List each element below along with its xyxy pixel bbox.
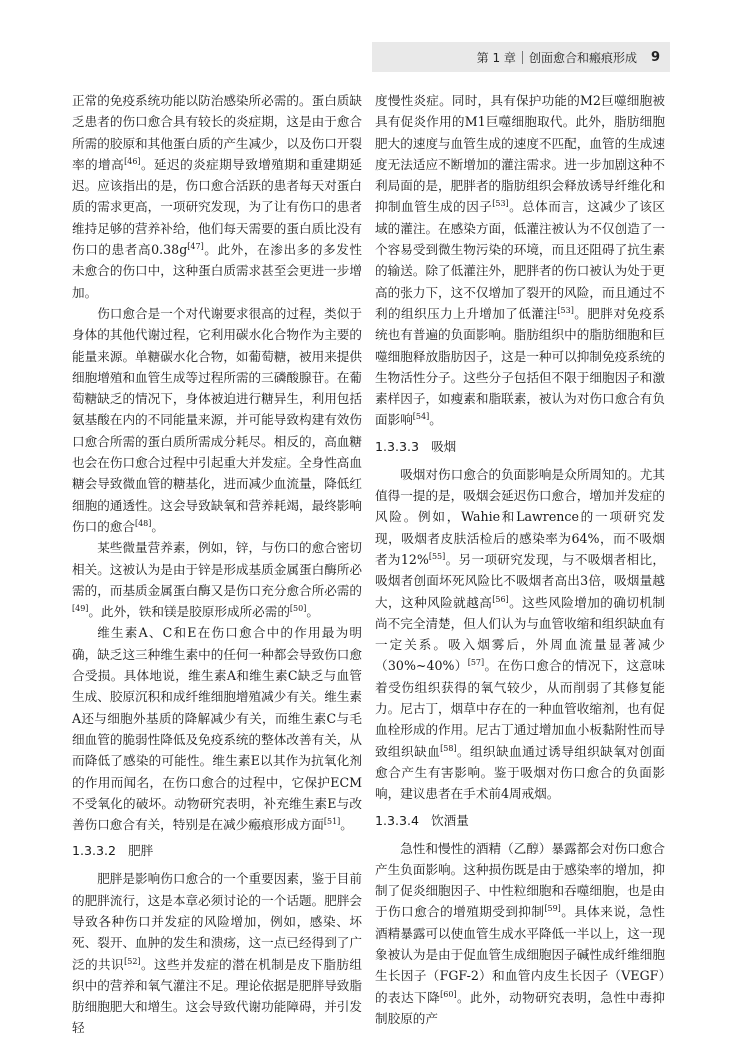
- paragraph-text: 。这些风险增加的确切机制尚不完全清楚，但人们认为与血管收缩和组织缺血有一定关系。吸入烟雾后，外周血流量显著减少（30%~40%）: [375, 594, 666, 674]
- citation-ref: [55]: [428, 551, 446, 561]
- chapter-label: 第 1 章: [476, 50, 516, 65]
- paragraph-text: 急性和慢性的酒精（乙醇）暴露都会对伤口愈合产生负面影响。这种损伤既是由于感染率的增加，抑制了促炎细胞因子、中性粒细胞和吞噬细胞，也是由于伤口愈合的增殖期受到抑制: [375, 840, 665, 920]
- paragraph: [72, 90, 362, 303]
- section-number: 1.3.3.4: [375, 812, 420, 828]
- section-title: 饮酒量: [431, 812, 469, 828]
- paragraph-text: 肥胖是影响伤口愈合的一个重要因素，鉴于目前的肥胖流行，这是本章必须讨论的一个话题。肥胖会导致各种伤口并发症的风险增加，例如，感染、坏死、裂开、血肿的发生和溃疡，这一点已经得到了广泛的共识: [72, 871, 362, 972]
- citation-ref: [48]: [134, 518, 152, 528]
- citation-ref: [58]: [440, 743, 457, 753]
- section-number: 1.3.3.2: [72, 843, 117, 859]
- citation-ref: [53]: [557, 305, 574, 315]
- paragraph-text: 。此外，铁和镁是胶原形成所必需的: [88, 604, 290, 620]
- section-title: 吸烟: [431, 438, 457, 454]
- paragraph: [375, 464, 665, 805]
- paragraph: [72, 303, 362, 537]
- page-number: 9: [650, 49, 660, 65]
- paragraph-text: 。此外，在渗出多的多发性未愈合的伤口中，这种蛋白质需求甚至会更进一步增加。: [72, 242, 363, 300]
- citation-ref: [47]: [187, 242, 204, 252]
- paragraph-text: 度慢性炎症。同时，具有保护功能的M2巨噬细胞被具有促炎作用的M1巨噬细胞取代。此外，脂肪细胞肥大的速度与血管生成的速度不匹配，血管的生成速度无法适应不断增加的灌注需求。进一步加剧这种不利局面的是，肥胖者的脂肪组织会释放诱导纤维化和抑制血管生成的因子: [375, 93, 665, 215]
- paragraph-text: 。这些并发症的潜在机制是皮下脂肪组织中的营养和氧气灌注不足。理论依据是肥胖导致脂肪细胞肥大和增生。这会导致代谢功能障碍，并引发轻: [72, 956, 363, 1036]
- paragraph-text: 。: [306, 604, 319, 620]
- paragraph: [72, 622, 362, 835]
- citation-ref: [46]: [124, 156, 141, 166]
- citation-ref: [51]: [323, 817, 341, 827]
- paragraph: [375, 838, 665, 1030]
- paragraph-text: 。肥胖对免疫系统也有普遍的负面影响。脂肪组织中的脂肪细胞和巨噬细胞释放脂肪因子，这是一种可以抑制免疫系统的生物活性分子。这些分子包括但不限于细胞因子和激素样因子，如瘦素和脂联素，被认为对伤口愈合有负面影响: [375, 305, 666, 428]
- left-column: [72, 90, 362, 1039]
- citation-ref: [59]: [544, 904, 561, 914]
- paragraph: [72, 868, 362, 1038]
- paragraph-text: 吸烟对伤口愈合的负面影响是众所周知的。尤其值得一提的是，吸烟会延迟伤口愈合，增加并发症的风险。例如，Wahie和Lawrence的一项研究发现，吸烟者皮肤活检后的感染率为64%，而不吸烟者为12%: [375, 466, 665, 567]
- citation-ref: [49]: [72, 604, 89, 614]
- paragraph-text: 维生素A、C和E在伤口愈合中的作用最为明确，缺乏这三种维生素中的任何一种都会导致伤口愈合受损。具体地说，维生素A和维生素C缺乏与血管生成、胶原沉积和成纤维细胞增殖减少有关。维生素A还与细胞外基质的降解减少有关，而维生素C与毛细血管的脆弱性降低及免疫系统的整体改善有关，从而降低了感染的可能性。维生素E以其作为抗氧化剂的作用而闻名，在伤口愈合的过程中，它保护ECM不受氧化的破坏。动物研究表明，补充维生素E与改善伤口愈合有关，特别是在减少瘢痕形成方面: [72, 625, 362, 833]
- citation-ref: [57]: [467, 658, 485, 668]
- citation-ref: [56]: [492, 594, 509, 604]
- paragraph-text: 某些微量营养素，例如，锌，与伤口的愈合密切相关。这被认为是由于锌是形成基质金属蛋白酶所必需的，而基质金属蛋白酶又是伤口充分愈合所必需的: [72, 540, 362, 598]
- section-heading: [72, 840, 362, 862]
- paragraph-text: 。组织缺血通过诱导组织缺氧对创面愈合产生有害影响。鉴于吸烟对伤口愈合的负面影响，建议患者在手术前4周戒烟。: [375, 743, 666, 802]
- paragraph-text: 。另一项研究发现，与不吸烟者相比，吸烟者创面坏死风险比不吸烟者高出3倍，吸烟量越大，这种风险就越高: [375, 551, 665, 610]
- section-heading: [375, 810, 665, 832]
- paragraph-text: 正常的免疫系统功能以防治感染所必需的。蛋白质缺乏患者的伤口愈合具有较长的炎症期，这是由于愈合所需的胶原和其他蛋白质的产生减少，以及伤口开裂率的增高: [72, 93, 362, 172]
- running-header: [372, 42, 670, 72]
- chapter-title: 创面愈合和瘢痕形成: [528, 50, 637, 65]
- citation-ref: [53]: [492, 199, 509, 209]
- section-title: 肥胖: [128, 843, 154, 859]
- paragraph-text: 。总体而言，这减少了该区域的灌注。在感染方面，低灌注被认为不仅创造了一个容易受到微生物污染的环境，而且还阻碍了抗生素的输送。除了低灌注外，肥胖者的伤口被认为处于更高的张力下，这不仅增加了裂开的风险，而且通过不利的组织压力上升增加了低灌注: [375, 199, 666, 321]
- paragraph-text: 。此外，动物研究表明，急性中毒抑制胶原的产: [375, 989, 666, 1026]
- header-divider: [522, 51, 523, 64]
- section-heading: [375, 436, 665, 458]
- paragraph: [375, 90, 665, 431]
- citation-ref: [52]: [124, 956, 141, 966]
- paragraph-text: 。延迟的炎症期导致增殖期和重建期延迟。应该指出的是，伤口愈合活跃的患者每天对蛋白质的需求更高，一项研究发现，为了让有伤口的患者维持足够的营养补给，他们每天需要的蛋白质比没有伤口的患者高0.38g: [72, 156, 363, 258]
- citation-ref: [54]: [412, 412, 430, 422]
- citation-ref: [50]: [289, 604, 307, 614]
- paragraph-text: 。具体来说，急性酒精暴露可以使血管生成水平降低一半以上，这一现象被认为是由于促血管生成细胞因子碱性成纤维细胞生长因子（FGF-2）和血管内皮生长因子（VEGF）的表达下降: [375, 904, 666, 1005]
- right-column: [375, 90, 665, 1029]
- paragraph: [72, 537, 362, 622]
- paragraph-text: 。: [151, 518, 164, 534]
- paragraph-text: 。: [429, 412, 442, 428]
- paragraph-text: 。在伤口愈合的情况下，这意味着受伤组织获得的氧气较少，从而削弱了其修复能力。尼古丁，烟草中存在的一种血管收缩剂，也有促血栓形成的作用。尼古丁通过增加血小板黏附性而导致组织缺血: [375, 658, 665, 759]
- section-number: 1.3.3.3: [375, 438, 420, 454]
- paragraph-text: 。: [340, 817, 353, 833]
- citation-ref: [60]: [440, 989, 457, 999]
- paragraph-text: 伤口愈合是一个对代谢要求很高的过程，类似于身体的其他代谢过程，它利用碳水化合物作为主要的能量来源。单糖碳水化合物，如葡萄糖，被用来提供细胞增殖和血管生成等过程所需的三磷酸腺苷。在葡萄糖缺乏的情况下，身体被迫进行糖异生，利用包括氨基酸在内的不同能量来源，并可能导致构建有效伤口愈合所需的蛋白质所需成分耗尽。相反的，高血糖也会在伤口愈合过程中引起重大并发症。全身性高血糖会导致微血管的糖基化，进而减少血流量，降低红细胞的通透性。这会导致缺氧和营养耗竭，最终影响伤口的愈合: [72, 305, 362, 534]
